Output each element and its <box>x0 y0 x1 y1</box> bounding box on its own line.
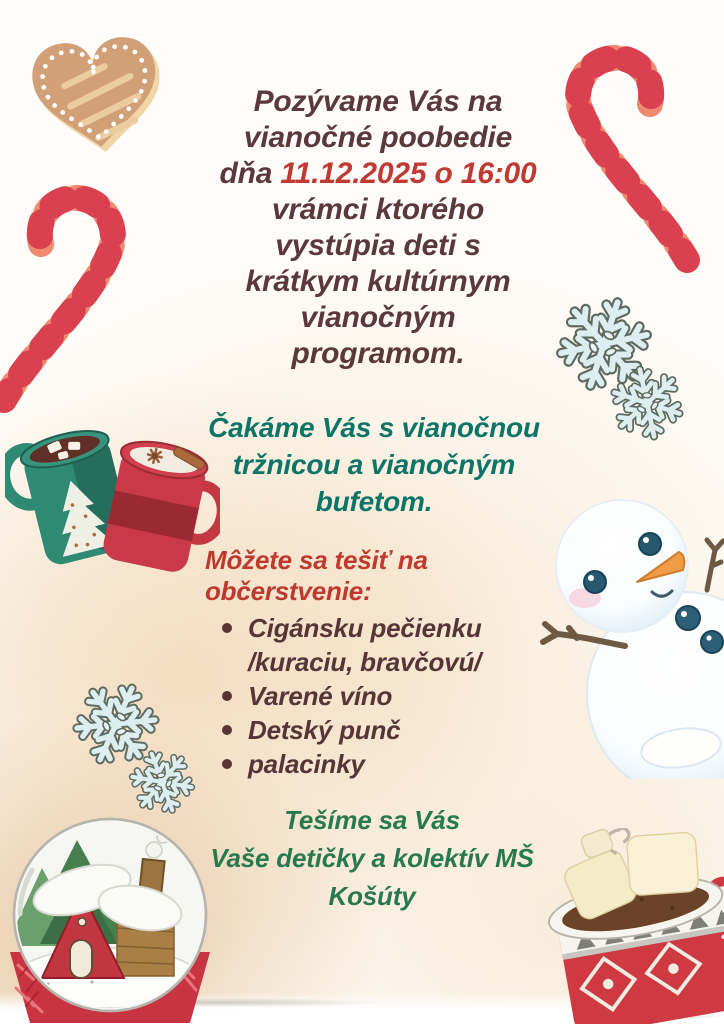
menu-item-line: Cigánsku pečienku <box>248 613 482 643</box>
closing-line: Tešíme sa Vás <box>284 805 460 835</box>
menu-item-line: palacinky <box>248 749 365 779</box>
title-line: programom. <box>291 337 465 370</box>
refreshments-section <box>205 545 555 781</box>
menu-heading <box>205 545 555 607</box>
market-note <box>12 409 724 520</box>
menu-item-line: Varené víno <box>248 681 393 711</box>
event-datetime: 11.12.2025 o 16:00 <box>280 157 537 190</box>
snowman-icon <box>533 494 724 779</box>
menu-item <box>205 679 555 713</box>
title-line: vianočným <box>300 301 456 334</box>
menu-item <box>205 611 555 679</box>
market-note-line: tržnicou a vianočným <box>232 449 516 480</box>
menu-item <box>205 713 555 747</box>
invitation-title <box>16 84 724 372</box>
title-line: vystúpia deti s <box>275 229 481 262</box>
title-line: Pozývame Vás na <box>253 85 503 118</box>
menu-item-line: Detský punč <box>248 715 401 745</box>
title-line: vrámci ktorého <box>271 193 485 226</box>
menu-item <box>205 747 555 781</box>
menu-item-line: /kuraciu, bravčovú/ <box>248 647 482 677</box>
menu-list <box>205 611 555 781</box>
market-note-line: Čakáme Vás s vianočnou <box>208 412 540 443</box>
title-line: vianočné poobedie <box>243 121 513 154</box>
title-line: krátkym kultúrnym <box>245 265 511 298</box>
title-line-date <box>16 156 724 192</box>
closing-signature <box>10 801 724 915</box>
menu-heading-line: Môžete sa tešiť na <box>205 545 428 575</box>
market-note-line: bufetom. <box>315 486 433 517</box>
closing-line: Vaše detičky a kolektív MŠ <box>210 843 534 873</box>
closing-line: Košúty <box>328 881 416 911</box>
date-prefix: dňa <box>219 157 281 190</box>
menu-heading-line: občerstvenie: <box>205 576 372 606</box>
